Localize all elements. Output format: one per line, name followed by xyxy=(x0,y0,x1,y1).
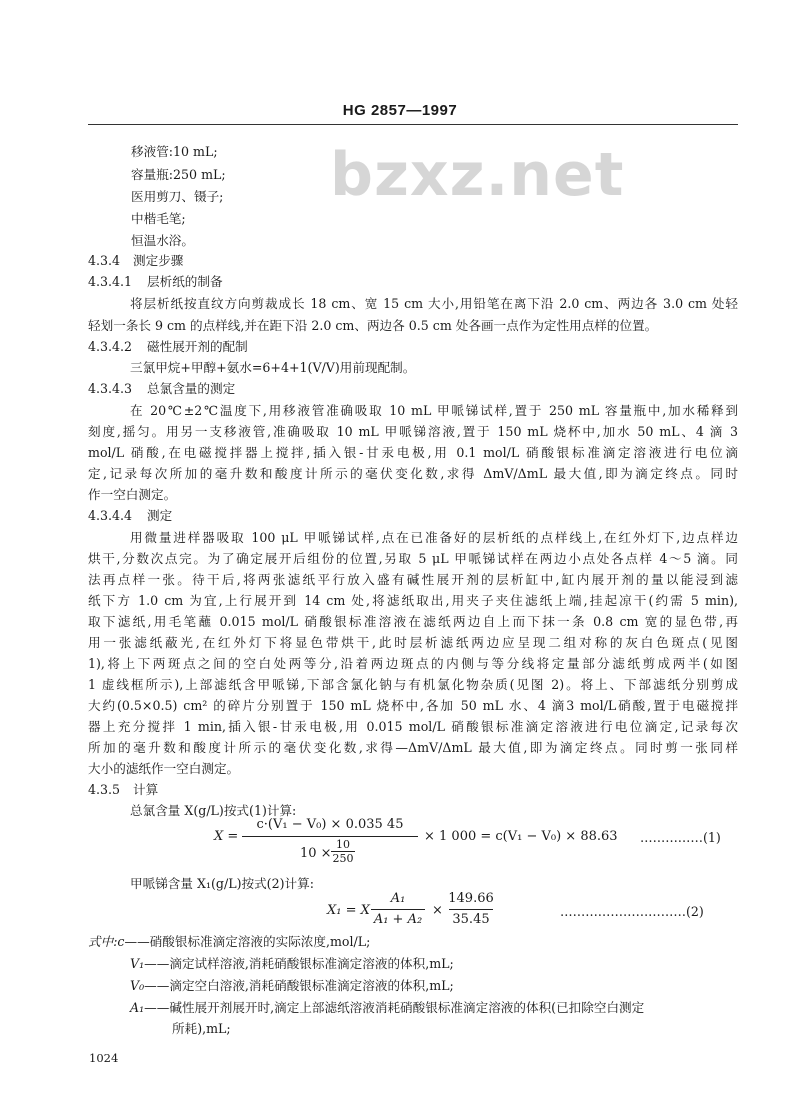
header-rule xyxy=(88,124,738,125)
section-number: 4.3.4.2 xyxy=(88,339,133,354)
symbol-definition: 式中:c——硝酸银标准滴定溶液的实际浓度,mol/L; xyxy=(88,934,371,949)
paragraph-line: 法再点样一张。待干后,将两张滤纸平行放入盛有碱性展开剂的层析缸中,缸内展开剂的量以能浸到滤 xyxy=(88,572,738,587)
symbol-definition: V₀——滴定空白溶液,消耗硝酸银标准滴定溶液的体积,mL; xyxy=(130,978,454,993)
standard-code-header: HG 2857—1997 xyxy=(342,102,458,119)
section-number: 4.3.4.4 xyxy=(88,508,133,523)
section-title: 测定步骤 xyxy=(133,253,184,268)
list-item: 容量瓶:250 mL; xyxy=(131,167,226,182)
eq1-number: ……………(1) xyxy=(640,830,721,845)
paragraph-line: 1),将上下两斑点之间的空白处两等分,沿着两边斑点的内侧与等分线将定量部分滤纸剪成两半(如图 xyxy=(88,656,738,671)
eq2-fraction1-denominator: A₁ + A₂ xyxy=(373,912,423,927)
eq2-fraction2-bar xyxy=(449,909,493,910)
section-title: 层析纸的制备 xyxy=(147,274,223,289)
paragraph-line: 纸下方 1.0 cm 为宜,上行展开到 14 cm 处,将滤纸取出,用夹子夹住滤纸上端,挂起凉干(约需 5 min), xyxy=(88,593,738,608)
paragraph-line: 取下滤纸,用毛笔蘸 0.015 mol/L 硝酸银标准溶液在滤纸两边自上而下抹一条 0.8 cm 宽的显色带,再 xyxy=(88,614,738,629)
paragraph-line: 定,记录每次所加的毫升数和酸度计所示的毫伏变化数,求得 ΔmV/ΔmL 最大值,即为滴定终点。同时 xyxy=(88,466,738,481)
symbol-definition: A₁——碱性展开剂展开时,滴定上部滤纸溶液消耗硝酸银标准滴定溶液的体积(已扣除空白测定 xyxy=(130,1000,645,1015)
eq1-lhs: X = xyxy=(214,829,239,844)
paragraph-line: 大约(0.5×0.5) cm² 的碎片分别置于 150 mL 烧杯中,各加 50 mL 水、4 滴3 mol/L硝酸,置于电磁搅拌 xyxy=(88,698,738,713)
list-item: 中楷毛笔; xyxy=(131,211,186,226)
page-number: 1024 xyxy=(89,1051,119,1065)
eq1-den-den: 250 xyxy=(332,852,354,865)
eq1-fraction-bar xyxy=(242,836,418,837)
eq2-number: …………………………(2) xyxy=(560,904,704,919)
section-number: 4.3.4.3 xyxy=(88,381,133,396)
eq2-fraction2-denominator: 35.45 xyxy=(452,912,490,927)
eq2-fraction1-bar xyxy=(371,909,425,910)
eq1-den-num: 10 xyxy=(336,838,350,851)
paragraph-line: mol/L 硝酸,在电磁搅拌器上搅拌,插入银-甘汞电极,用 0.1 mol/L 硝酸银标准滴定溶液进行电位滴 xyxy=(88,445,738,460)
list-item: 医用剪刀、镊子; xyxy=(131,189,224,204)
paragraph-line: 所加的毫升数和酸度计所示的毫伏变化数,求得—ΔmV/ΔmL 最大值,即为滴定终点。同时剪一张同样 xyxy=(88,740,738,755)
section-title: 测定 xyxy=(147,508,173,523)
formula-intro: 甲哌锑含量 X₁(g/L)按式(2)计算: xyxy=(130,876,314,891)
paragraph-line: 用微量进样器吸取 100 μL 甲哌锑试样,点在已准备好的层析纸的点样线上,在红外灯下,边点样边 xyxy=(130,530,738,545)
paragraph-line: 在 20℃±2℃温度下,用移液管准确吸取 10 mL 甲哌锑试样,置于 250 mL 容量瓶中,加水稀释到 xyxy=(130,403,738,418)
eq2-lhs: X₁ = X xyxy=(327,903,370,918)
section-number: 4.3.4 xyxy=(88,253,121,268)
paragraph-line: 器上充分搅拌 1 min,插入银-甘汞电极,用 0.015 mol/L 硝酸银标准滴定溶液进行电位滴定,记录每次 xyxy=(88,719,738,734)
section-title: 计算 xyxy=(133,782,159,797)
section-number: 4.3.5 xyxy=(88,782,121,797)
paragraph-line: 用一张滤纸蔽光,在红外灯下将显色带烘干,此时层析滤纸两边应呈现二组对称的灰白色斑点(见图 xyxy=(88,635,738,650)
eq2-multiply: × xyxy=(432,903,443,918)
paragraph-line: 三氯甲烷+甲醇+氨水=6+4+1(V/V)用前现配制。 xyxy=(130,360,416,375)
eq1-rhs: × 1 000 = c(V₁ − V₀) × 88.63 xyxy=(424,829,618,844)
section-title: 总氯含量的测定 xyxy=(147,381,236,396)
section-number: 4.3.4.1 xyxy=(88,274,133,289)
paragraph-line: 作一空白测定。 xyxy=(88,487,177,502)
eq1-den-prefix: 10 × xyxy=(300,846,332,861)
paragraph-line: 1 虚线框所示),上部滤纸含甲哌锑,下部含氯化钠与有机氯化物杂质(见图 2)。将上、下部滤纸分别剪成 xyxy=(88,677,738,692)
symbol-definition: V₁——滴定试样溶液,消耗硝酸银标准滴定溶液的体积,mL; xyxy=(130,956,454,971)
paragraph-line: 将层析纸按直纹方向剪裁成长 18 cm、宽 15 cm 大小,用铅笔在离下沿 2.0 cm、两边各 3.0 cm 处轻 xyxy=(130,296,738,311)
paragraph-line: 烘干,分数次点完。为了确定展开后组份的位置,另取 5 μL 甲哌锑试样在两边小点处各点样 4～5 滴。同 xyxy=(88,551,738,566)
list-item: 移液管:10 mL; xyxy=(131,144,218,159)
eq2-fraction1-numerator: A₁ xyxy=(390,891,406,906)
section-title: 磁性展开剂的配制 xyxy=(147,339,248,354)
eq2-fraction2-numerator: 149.66 xyxy=(448,891,494,906)
paragraph-line: 大小的滤纸作一空白测定。 xyxy=(88,761,240,776)
paragraph-line: 轻划一条长 9 cm 的点样线,并在距下沿 2.0 cm、两边各 0.5 cm 处各画一点作为定性用点样的位置。 xyxy=(88,318,658,333)
eq1-numerator: c·(V₁ − V₀) × 0.035 45 xyxy=(256,817,404,832)
symbol-definition-continued: 所耗),mL; xyxy=(172,1021,231,1036)
paragraph-line: 刻度,摇匀。用另一支移液管,准确吸取 10 mL 甲哌锑溶液,置于 150 mL 烧杯中,加水 50 mL、4 滴 3 xyxy=(88,424,738,439)
watermark: bzxz.net xyxy=(330,140,625,210)
formula-intro: 总氯含量 X(g/L)按式(1)计算: xyxy=(130,803,297,818)
list-item: 恒温水浴。 xyxy=(131,233,194,248)
